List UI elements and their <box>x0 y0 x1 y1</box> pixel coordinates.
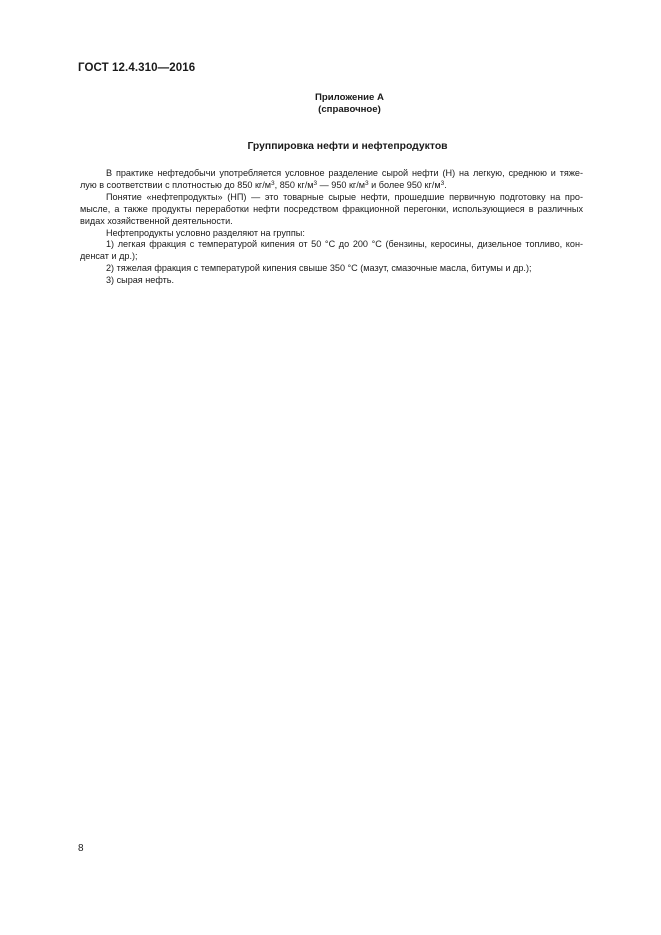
annex-type: (справочное) <box>318 104 381 115</box>
superscript: 3 <box>271 179 275 187</box>
superscript: 3 <box>440 179 445 187</box>
text-segment: , 850 кг/м <box>274 179 314 190</box>
paragraph-petroleum-products <box>80 192 583 228</box>
annex-heading <box>0 92 661 116</box>
body-text <box>80 168 583 287</box>
text-segment: — 950 кг/м <box>317 179 366 190</box>
section-title: Группировка нефти и нефтепродуктов <box>247 141 448 152</box>
text-line <box>80 180 583 192</box>
page-number: 8 <box>78 843 84 854</box>
text-segment: лую в соответствии с плотностью до 850 кг/м <box>80 179 272 190</box>
list-item-heavy-fraction: 2) тяжелая фракция с температурой кипения свыше 350 °С (мазут, смазочные масла, битумы и др.); <box>106 263 532 274</box>
paragraph-groups-intro: Нефтепродукты условно разделяют на группы: <box>106 227 305 238</box>
text-line: В практике нефтедобычи употребляется условное разделение сырой нефти (Н) на легкую, среднюю и тяже- <box>106 168 583 178</box>
text-line: денсат и др.); <box>80 251 138 262</box>
list-item-light-fraction <box>80 239 583 263</box>
document-code: ГОСТ 12.4.310—2016 <box>78 62 196 74</box>
text-line: 1) легкая фракция с температурой кипения от 50 °С до 200 °С (бензины, керосины, дизельное топливо, кон- <box>106 239 583 250</box>
text-line: Понятие «нефтепродукты» (НП) — это товарные сырые нефти, прошедшие первичную подготовку на про- <box>106 191 583 202</box>
annex-label: Приложение А <box>315 92 384 103</box>
paragraph-oil-classification <box>80 168 583 192</box>
text-line: видах хозяйственной деятельности. <box>80 215 233 226</box>
text-line: мысле, а также продукты переработки нефти посредством фракционной перегонки, использующиеся в различных <box>80 203 583 214</box>
superscript: 3 <box>365 179 369 187</box>
list-item-crude-oil: 3) сырая нефть. <box>106 275 175 286</box>
text-segment: . <box>444 179 447 190</box>
superscript: 3 <box>313 179 318 187</box>
text-segment: и более 950 кг/м <box>368 179 441 190</box>
